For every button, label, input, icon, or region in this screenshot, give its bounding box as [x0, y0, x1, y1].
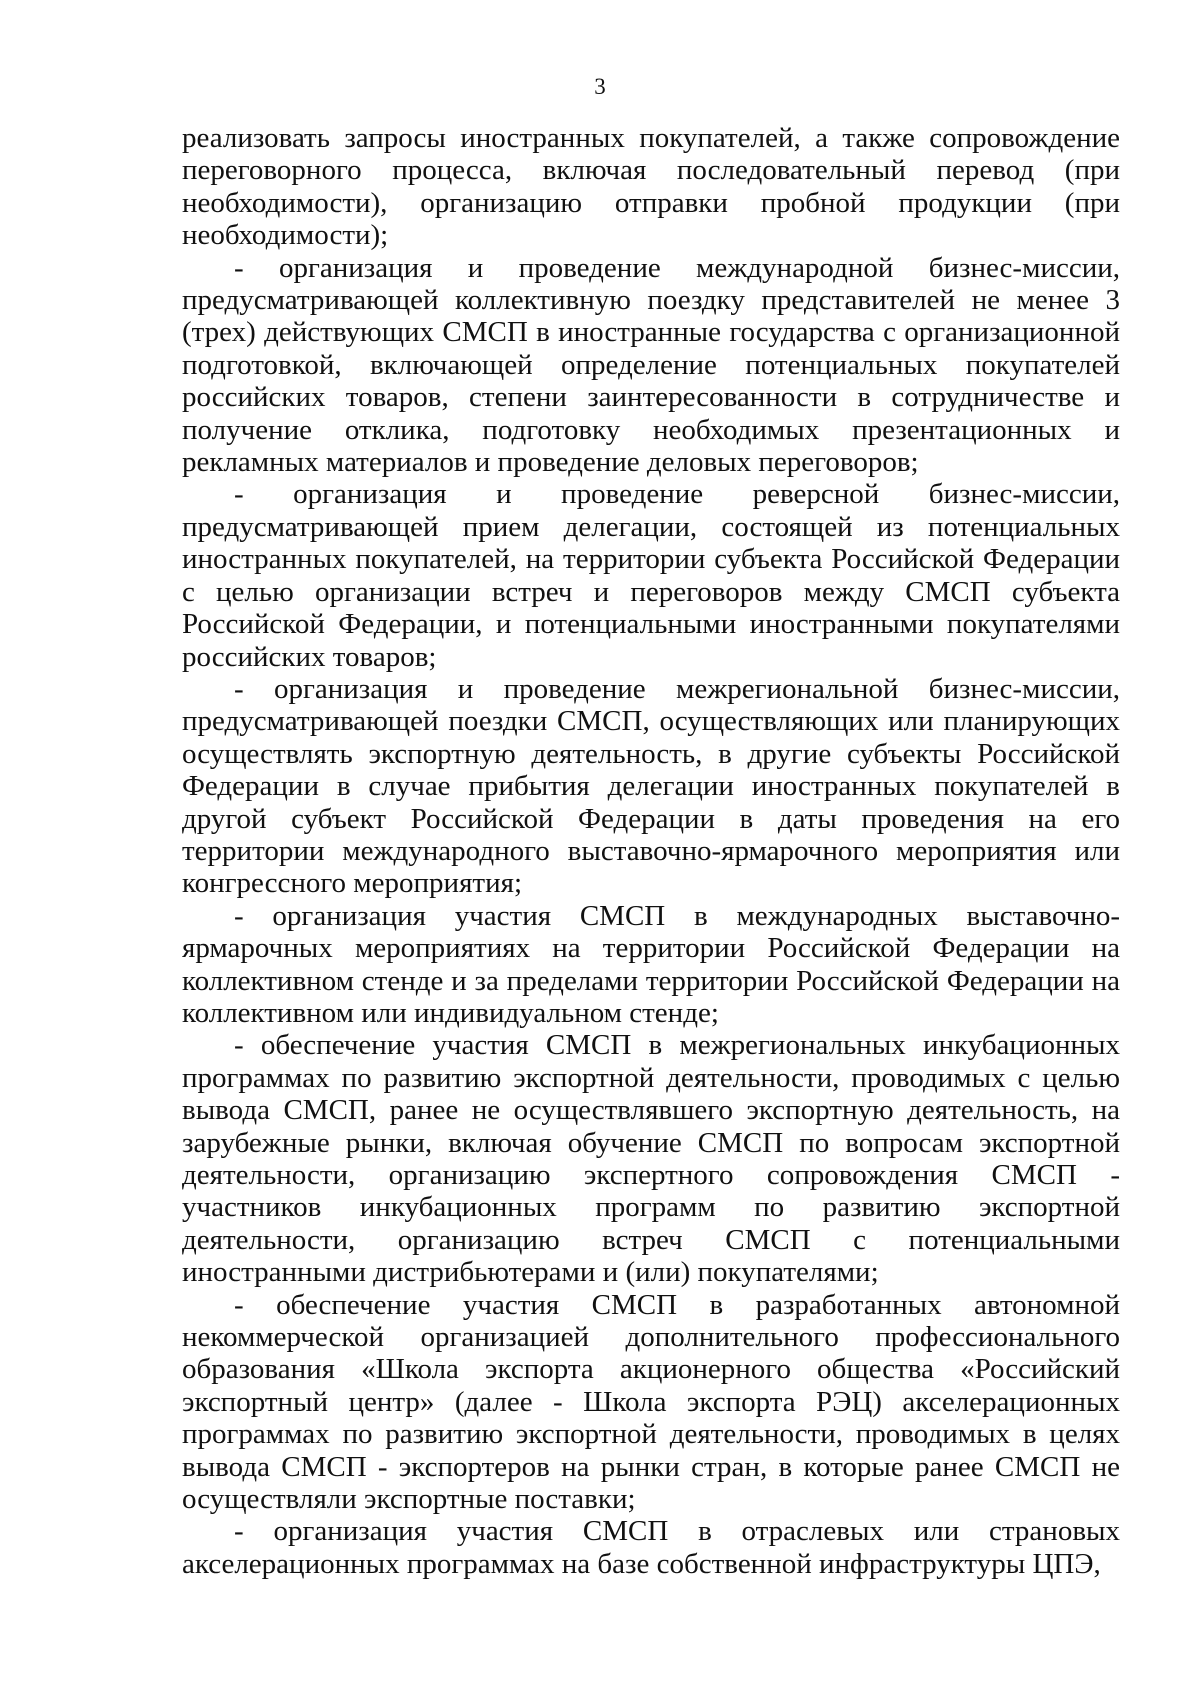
paragraph-exhibition-participation: - организация участия СМСП в международных выставочно-ярмарочных мероприятиях на территории Российской Федерации на коллективном стенде и за пределами территории Российской Федерации на коллективном или индивидуальном стенде;	[182, 899, 1120, 1029]
paragraph-continuation: реализовать запросы иностранных покупателей, а также сопровождение переговорного процесса, включая последовательный перевод (при необходимости), организацию отправки пробной продукции (при необходимости);	[182, 122, 1120, 252]
paragraph-reverse-business-mission: - организация и проведение реверсной бизнес-миссии, предусматривающей прием делегации, состоящей из потенциальных иностранных покупателей, на территории субъекта Российской Федерации с целью организации встреч и переговоров между СМСП субъекта Российской Федерации, и потенциальными иностранными покупателями российских товаров;	[182, 478, 1120, 673]
paragraph-industry-acceleration: - организация участия СМСП в отраслевых или страновых акселерационных программах на базе собственной инфраструктуры ЦПЭ,	[182, 1515, 1120, 1580]
paragraph-interregional-business-mission: - организация и проведение межрегиональной бизнес-миссии, предусматривающей поездки СМСП, осуществляющих или планирующих осуществлять экспортную деятельность, в другие субъекты Российской Федерации в случае прибытия делегации иностранных покупателей в другой субъект Российской Федерации в даты проведения на его территории международного выставочно-ярмарочного мероприятия или конгрессного мероприятия;	[182, 672, 1120, 900]
paragraph-acceleration-programs: - обеспечение участия СМСП в разработанных автономной некоммерческой организацией дополнительного профессионального образования «Школа экспорта акционерного общества «Российский экспортный центр» (далее - Школа экспорта РЭЦ) акселерационных программах по развитию экспортной деятельности, проводимых в целях вывода СМСП - экспортеров на рынки стран, в которые ранее СМСП не осуществляли экспортные поставки;	[182, 1288, 1120, 1516]
document-body	[182, 122, 1120, 1580]
paragraph-incubation-programs: - обеспечение участия СМСП в межрегиональных инкубационных программах по развитию экспортной деятельности, проводимых с целью вывода СМСП, ранее не осуществлявшего экспортную деятельность, на зарубежные рынки, включая обучение СМСП по вопросам экспортной деятельности, организацию экспертного сопровождения СМСП - участников инкубационных программ по развитию экспортной деятельности, организацию встреч СМСП с потенциальными иностранными дистрибьютерами и (или) покупателями;	[182, 1029, 1120, 1289]
page-number: 3	[594, 74, 606, 99]
paragraph-international-business-mission: - организация и проведение международной бизнес-миссии, предусматривающей коллективную поездку представителей не менее 3 (трех) действующих СМСП в иностранные государства с организационной подготовкой, включающей определение потенциальных покупателей российских товаров, степени заинтересованности в сотрудничестве и получение отклика, подготовку необходимых презентационных и рекламных материалов и проведение деловых переговоров;	[182, 251, 1120, 479]
